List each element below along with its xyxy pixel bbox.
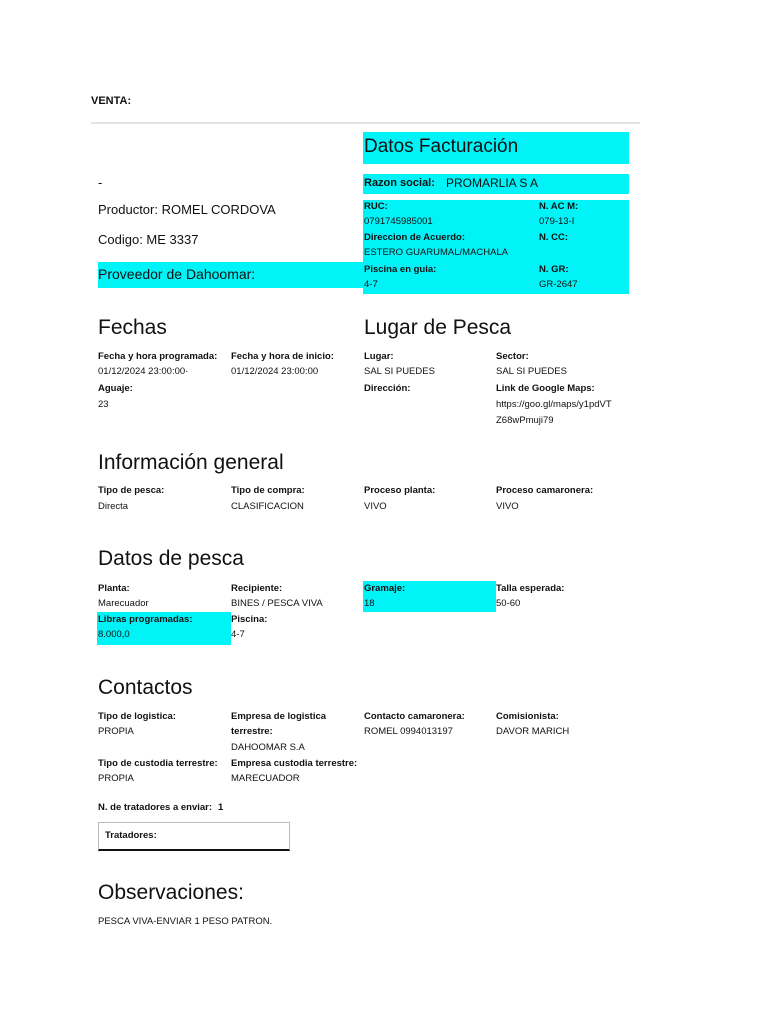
- proceso-camaronera-value: VIVO: [496, 501, 519, 512]
- contacto-camaronera-value: ROMEL 0994013197: [364, 726, 453, 737]
- productor-text: Productor: ROMEL CORDOVA: [98, 202, 276, 217]
- proceso-planta-value: VIVO: [364, 501, 387, 512]
- aguaje-label: Aguaje:: [98, 383, 133, 394]
- tipo-compra-label: Tipo de compra:: [231, 485, 305, 496]
- fecha-inicio-value: 01/12/2024 23:00:00: [231, 366, 319, 377]
- razon-label: Razon social:: [364, 177, 435, 189]
- fecha-programada-label: Fecha y hora programada:: [98, 351, 218, 362]
- recipiente-label: Recipiente:: [231, 583, 283, 594]
- maps-link-line1[interactable]: https://goo.gl/maps/y1pdVT: [496, 399, 612, 410]
- info-title: Información general: [98, 451, 284, 474]
- nacm-label: N. AC M:: [539, 201, 579, 212]
- custodia-value: PROPIA: [98, 773, 134, 784]
- n-tratadores-label: N. de tratadores a enviar:: [98, 802, 213, 813]
- empresa-logistica-label-1: Empresa de logistica: [231, 711, 327, 722]
- sector-label: Sector:: [496, 351, 529, 362]
- libras-highlight: [97, 612, 231, 645]
- lugar-title: Lugar de Pesca: [364, 316, 512, 339]
- direccion-value: ESTERO GUARUMAL/MACHALA: [364, 247, 509, 258]
- contacto-camaronera-label: Contacto camaronera:: [364, 711, 465, 722]
- facturacion-title: Datos Facturación: [364, 136, 519, 157]
- sector-value: SAL SI PUEDES: [496, 366, 567, 377]
- comisionista-label: Comisionista:: [496, 711, 559, 722]
- lugar-direccion-label: Dirección:: [364, 383, 411, 394]
- empresa-custodia-label: Empresa custodia terrestre:: [231, 758, 358, 769]
- venta-label: VENTA:: [91, 95, 132, 107]
- fecha-programada-value: 01/12/2024 23:00:00·: [98, 366, 189, 377]
- maps-label: Link de Google Maps:: [496, 383, 595, 394]
- observaciones-text: PESCA VIVA-ENVIAR 1 PESO PATRON.: [98, 916, 273, 927]
- talla-label: Talla esperada:: [496, 583, 565, 594]
- nacm-value: 079-13-I: [539, 216, 575, 227]
- empresa-custodia-value: MARECUADOR: [231, 773, 300, 784]
- lugar-value: SAL SI PUEDES: [364, 366, 435, 377]
- proveedor-text: Proveedor de Dahoomar:: [98, 266, 256, 282]
- custodia-label: Tipo de custodia terrestre:: [98, 758, 218, 769]
- pesca-title: Datos de pesca: [98, 547, 244, 570]
- codigo-text: Codigo: ME 3337: [98, 232, 199, 247]
- empresa-logistica-label-2: terrestre:: [231, 726, 273, 737]
- gramaje-value: 18: [364, 598, 375, 609]
- planta-value: Marecuador: [98, 598, 149, 609]
- logistica-value: PROPIA: [98, 726, 134, 737]
- ruc-value: 0791745985001: [364, 216, 433, 227]
- aguaje-value: 23: [98, 399, 109, 410]
- talla-value: 50-60: [496, 598, 521, 609]
- contactos-title: Contactos: [98, 676, 193, 699]
- tipo-compra-value: CLASIFICACION: [231, 501, 304, 512]
- facturacion-title-box: [363, 132, 629, 164]
- direccion-label: Direccion de Acuerdo:: [364, 232, 466, 243]
- ruc-label: RUC:: [364, 201, 388, 212]
- comisionista-value: DAVOR MARICH: [496, 726, 570, 737]
- logistica-label: Tipo de logistica:: [98, 711, 176, 722]
- gramaje-label: Gramaje:: [364, 583, 406, 594]
- fecha-inicio-label: Fecha y hora de inicio:: [231, 351, 334, 362]
- tipo-pesca-value: Directa: [98, 501, 129, 512]
- ngr-label: N. GR:: [539, 264, 569, 275]
- piscina-guia-label: Piscina en guia:: [364, 264, 437, 275]
- proveedor-highlight: [98, 262, 363, 288]
- facturacion-grid: [363, 200, 629, 294]
- gramaje-highlight: [363, 581, 496, 612]
- empresa-logistica-value: DAHOOMAR S.A: [231, 742, 305, 753]
- header-divider: [91, 122, 640, 124]
- ncc-label: N. CC:: [539, 232, 569, 243]
- proceso-planta-label: Proceso planta:: [364, 485, 436, 496]
- tratadores-box: [98, 822, 290, 851]
- tipo-pesca-label: Tipo de pesca:: [98, 485, 165, 496]
- n-tratadores-value: 1: [218, 802, 224, 813]
- observaciones-title: Observaciones:: [98, 881, 244, 904]
- piscina-guia-value: 4-7: [364, 279, 378, 290]
- razon-value: PROMARLIA S A: [446, 176, 539, 190]
- libras-label: Libras programadas:: [98, 614, 193, 625]
- piscina-value: 4-7: [231, 629, 245, 640]
- maps-link-line2[interactable]: Z68wPmuji79: [496, 415, 554, 426]
- razon-row: [363, 174, 629, 194]
- ngr-value: GR-2647: [539, 279, 578, 290]
- planta-label: Planta:: [98, 583, 130, 594]
- lugar-label: Lugar:: [364, 351, 394, 362]
- piscina-label: Piscina:: [231, 614, 268, 625]
- fechas-title: Fechas: [98, 316, 167, 339]
- proceso-camaronera-label: Proceso camaronera:: [496, 485, 594, 496]
- dash-text: -: [98, 175, 103, 190]
- tratadores-box-label: Tratadores:: [105, 830, 157, 841]
- recipiente-value: BINES / PESCA VIVA: [231, 598, 323, 609]
- libras-value: 8.000,0: [98, 629, 130, 640]
